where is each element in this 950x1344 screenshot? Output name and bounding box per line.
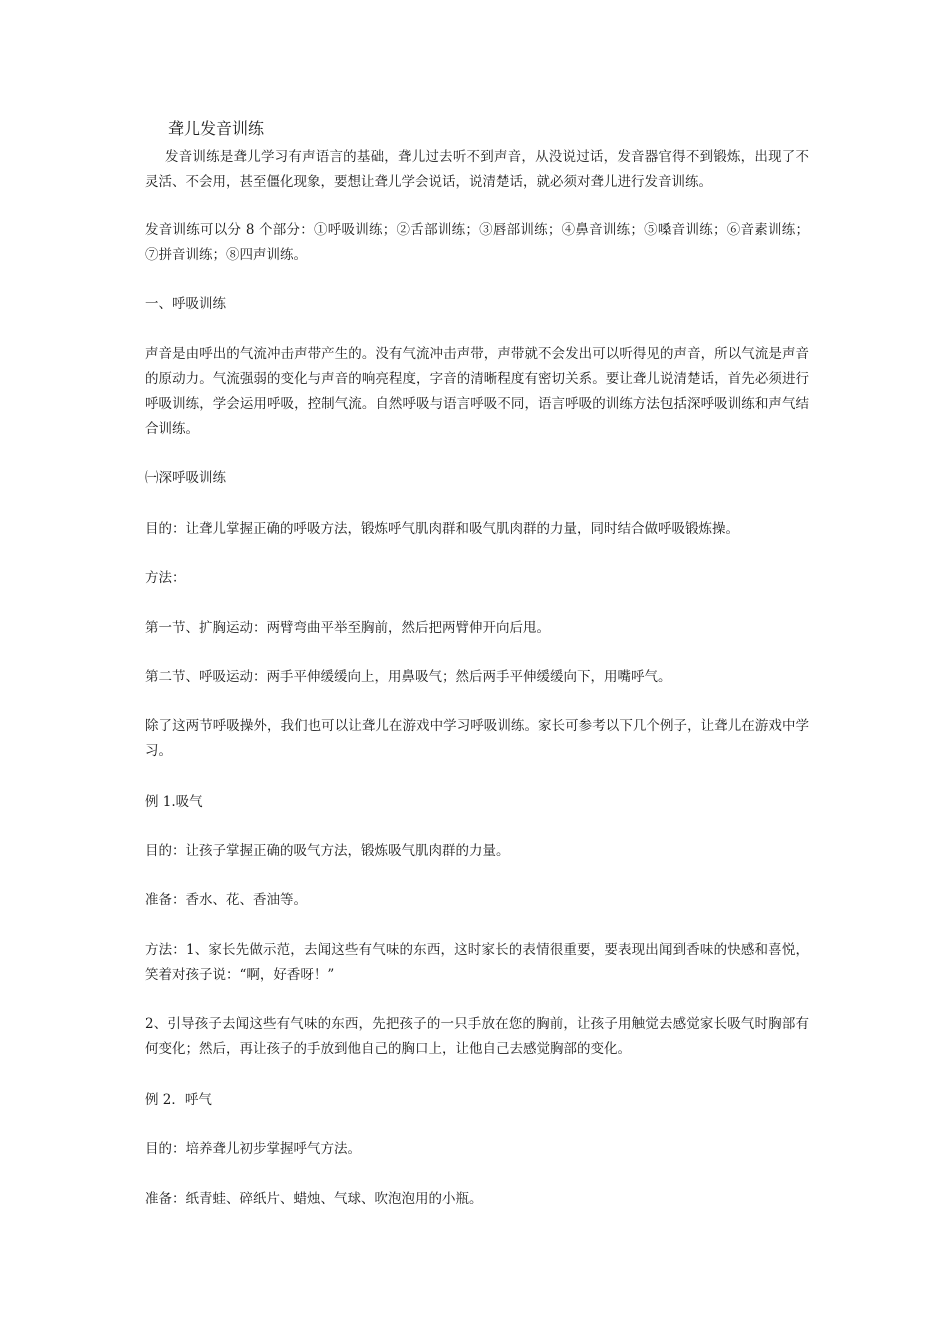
example-one-heading: 例 1.吸气	[145, 794, 203, 810]
intro-paragraph: 发音训练是聋儿学习有声语言的基础，聋儿过去听不到声音，从没说过话，发音器官得不到锻炼，出现了不灵活、不会用，甚至僵化现象，要想让聋儿学会说话，说清楚话，就必须对聋儿进行发音训练。	[145, 149, 809, 190]
breathing-paragraph: 声音是由呼出的气流冲击声带产生的。没有气流冲击声带，声带就不会发出可以听得见的声音，所以气流是声音的原动力。气流强弱的变化与声音的响亮程度，字音的清晰程度有密切关系。要让聋儿说清楚话，首先必须进行呼吸训练，学会运用呼吸，控制气流。自然呼吸与语言呼吸不同，语言呼吸的训练方法包括深呼吸训练和声气结合训练。	[145, 346, 809, 437]
method-label: 方法：	[145, 570, 186, 586]
step-one-paragraph: 第一节、扩胸运动：两臂弯曲平举至胸前，然后把两臂伸开向后甩。	[145, 620, 550, 636]
parts-paragraph: 发音训练可以分 8 个部分：①呼吸训练；②舌部训练；③唇部训练；④鼻音训练；⑤嗓音训练；⑥音素训练；⑦拼音训练；⑧四声训练。	[145, 222, 809, 263]
example-two-preparation: 准备：纸青蛙、碎纸片、蜡烛、气球、吹泡泡用的小瓶。	[145, 1191, 483, 1207]
purpose-paragraph: 目的：让聋儿掌握正确的呼吸方法，锻炼呼气肌肉群和吸气肌肉群的力量，同时结合做呼吸锻炼操。	[145, 521, 739, 537]
subsection-heading-deep-breathing: ㈠深呼吸训练	[145, 470, 226, 486]
example-one-purpose: 目的：让孩子掌握正确的吸气方法，锻炼吸气肌肉群的力量。	[145, 843, 510, 859]
games-paragraph: 除了这两节呼吸操外，我们也可以让聋儿在游戏中学习呼吸训练。家长可参考以下几个例子，让聋儿在游戏中学习。	[145, 718, 809, 759]
example-one-preparation: 准备：香水、花、香油等。	[145, 892, 307, 908]
example-two-purpose: 目的：培养聋儿初步掌握呼气方法。	[145, 1141, 361, 1157]
example-two-heading: 例 2．呼气	[145, 1092, 212, 1108]
document-title: 聋儿发音训练	[168, 119, 265, 138]
example-one-step-two: 2、引导孩子去闻这些有气味的东西，先把孩子的一只手放在您的胸前，让孩子用触觉去感觉家长吸气时胸部有何变化；然后，再让孩子的手放到他自己的胸口上，让他自己去感觉胸部的变化。	[145, 1016, 809, 1057]
section-heading-breathing: 一、呼吸训练	[145, 296, 226, 312]
example-one-method: 方法：1、家长先做示范，去闻这些有气味的东西，这时家长的表情很重要，要表现出闻到香味的快感和喜悦，笑着对孩子说：“啊，好香呀！”	[145, 942, 809, 983]
step-two-paragraph: 第二节、呼吸运动：两手平伸缓缓向上，用鼻吸气；然后两手平伸缓缓向下，用嘴呼气。	[145, 669, 672, 685]
